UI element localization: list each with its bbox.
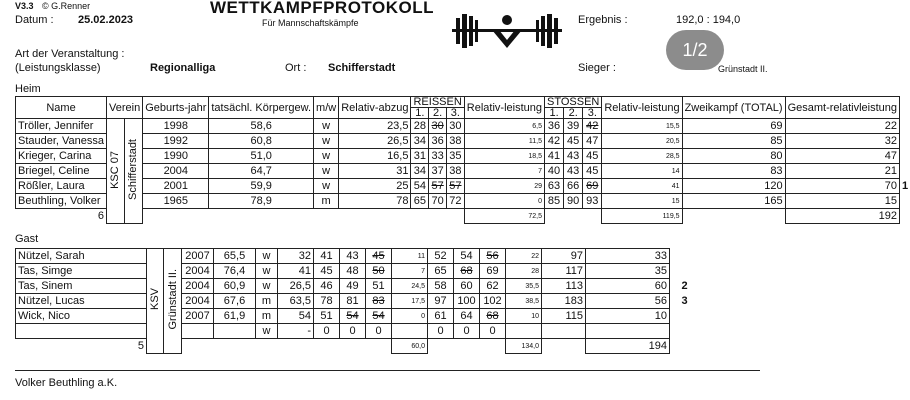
- gesamt-relativ: 10: [586, 309, 670, 324]
- rank-spacer: [670, 339, 700, 354]
- verein-name: KSC 07: [109, 150, 122, 189]
- empty-cell: [429, 209, 447, 224]
- reissen-3: 38: [447, 164, 465, 179]
- stossen-2: 68: [454, 264, 480, 279]
- zweikampf-total: 85: [682, 134, 785, 149]
- relativabzug: 26,5: [278, 279, 314, 294]
- gesamt-relativ: 56: [586, 294, 670, 309]
- koerpergewicht: 78,9: [209, 194, 314, 209]
- koerpergewicht: 59,9: [209, 179, 314, 194]
- mw: m: [314, 194, 339, 209]
- empty-cell: [339, 209, 411, 224]
- stossen-1: 63: [544, 179, 563, 194]
- sum-gesamt: 194: [586, 339, 670, 354]
- athlete-count: 6: [16, 209, 107, 224]
- athlete-name: Tas, Sinem: [16, 279, 147, 294]
- stossen-2: 45: [564, 134, 583, 149]
- sieger-label: Sieger :: [578, 62, 616, 74]
- stossen-2: 60: [454, 279, 480, 294]
- gesamt-relativ: 70: [785, 179, 899, 194]
- reissen-1: 34: [411, 164, 429, 179]
- table-row: [16, 164, 910, 179]
- stossen-1: 41: [544, 149, 563, 164]
- stossen-relativ: 38,5: [506, 294, 542, 309]
- relativabzug: 26,5: [339, 134, 411, 149]
- stossen-3: 0: [480, 324, 506, 339]
- relativabzug: -: [278, 324, 314, 339]
- col-zweikampf: Zweikampf (TOTAL): [682, 97, 785, 119]
- rank: 3: [681, 295, 688, 307]
- reissen-1: 31: [411, 149, 429, 164]
- mw: w: [314, 119, 339, 134]
- col-attempt-3: 3.: [583, 108, 602, 119]
- reissen-2: 48: [340, 264, 366, 279]
- table-row: [16, 119, 910, 134]
- reissen-relativ: 7: [392, 264, 428, 279]
- reissen-relativ: 7: [464, 164, 544, 179]
- empty-cell: [544, 209, 563, 224]
- header-row: [16, 97, 910, 108]
- mw: m: [256, 294, 278, 309]
- relativabzug: 16,5: [339, 149, 411, 164]
- stossen-3: 69: [583, 179, 602, 194]
- relativabzug: 32: [278, 249, 314, 264]
- reissen-1: 0: [314, 324, 340, 339]
- stossen-3: 93: [583, 194, 602, 209]
- reissen-3: 30: [447, 119, 465, 134]
- empty-cell: [542, 339, 586, 354]
- col-verein: Verein: [107, 97, 143, 119]
- ort-label: Ort :: [285, 62, 307, 74]
- stossen-1: 36: [544, 119, 563, 134]
- table-row: [16, 179, 910, 194]
- relativabzug: 78: [339, 194, 411, 209]
- relativabzug: 54: [278, 309, 314, 324]
- reissen-1: 51: [314, 309, 340, 324]
- koerpergewicht: 76,4: [214, 264, 256, 279]
- rank: [900, 164, 910, 179]
- relativabzug: 31: [339, 164, 411, 179]
- mw: w: [314, 179, 339, 194]
- col-koerpergewicht: tatsächl. Körpergew.: [209, 97, 314, 119]
- zweikampf-total: 183: [542, 294, 586, 309]
- athlete-name: [16, 324, 147, 339]
- zweikampf-total: 120: [682, 179, 785, 194]
- weightlifter-logo-icon: [452, 8, 562, 52]
- reissen-3: 45: [366, 249, 392, 264]
- koerpergewicht: 67,6: [214, 294, 256, 309]
- rank: [900, 149, 910, 164]
- reissen-1: 41: [314, 249, 340, 264]
- koerpergewicht: 58,6: [209, 119, 314, 134]
- geburtsjahr: 2001: [143, 179, 209, 194]
- ergebnis-label: Ergebnis :: [578, 14, 628, 26]
- empty-cell: [564, 209, 583, 224]
- reissen-relativ: 0: [464, 194, 544, 209]
- rank: [670, 264, 700, 279]
- koerpergewicht: 60,8: [209, 134, 314, 149]
- col-attempt-2: 2.: [564, 108, 583, 119]
- stossen-relativ: 15,5: [602, 119, 682, 134]
- verein-city: Grünstadt II.: [166, 269, 179, 330]
- table-row: [16, 294, 700, 309]
- empty-cell: [480, 339, 506, 354]
- stossen-1: 42: [544, 134, 563, 149]
- stossen-relativ: 28,5: [602, 149, 682, 164]
- stossen-2: 100: [454, 294, 480, 309]
- geburtsjahr: 2004: [182, 279, 214, 294]
- zweikampf-total: 97: [542, 249, 586, 264]
- col-stossen: STOSSEN: [544, 97, 601, 108]
- col-attempt-3: 3.: [447, 108, 465, 119]
- stossen-relativ: 20,5: [602, 134, 682, 149]
- stossen-relativ: 22: [506, 249, 542, 264]
- rank: 1: [902, 180, 909, 192]
- stossen-1: 52: [428, 249, 454, 264]
- reissen-2: 30: [429, 119, 447, 134]
- reissen-1: 54: [411, 179, 429, 194]
- athlete-name: Briegel, Celine: [16, 164, 107, 179]
- athlete-name: Beuthling, Volker: [16, 194, 107, 209]
- gesamt-relativ: 22: [785, 119, 899, 134]
- empty-cell: [278, 339, 314, 354]
- gesamt-relativ: 15: [785, 194, 899, 209]
- geburtsjahr: 2007: [182, 309, 214, 324]
- stossen-2: 90: [564, 194, 583, 209]
- reissen-2: 54: [340, 309, 366, 324]
- rank: [900, 194, 910, 209]
- mw: w: [314, 164, 339, 179]
- datum-value: 25.02.2023: [78, 14, 134, 26]
- geburtsjahr: 2004: [182, 264, 214, 279]
- sum-row: [16, 209, 910, 224]
- mw: w: [314, 134, 339, 149]
- stossen-3: 47: [583, 134, 602, 149]
- reissen-relativ: 11,5: [464, 134, 544, 149]
- col-attempt-1: 1.: [544, 108, 563, 119]
- reissen-1: 65: [411, 194, 429, 209]
- zweikampf-total: 113: [542, 279, 586, 294]
- geburtsjahr: [182, 324, 214, 339]
- stossen-2: 0: [454, 324, 480, 339]
- table-row: [16, 194, 910, 209]
- sum-stossen-relativ: 134,0: [506, 339, 542, 354]
- rank: [900, 134, 910, 149]
- gast-label: Gast: [15, 233, 39, 245]
- koerpergewicht: 65,5: [214, 249, 256, 264]
- relativabzug: 25: [339, 179, 411, 194]
- heim-table: [15, 96, 910, 224]
- koerpergewicht: 64,7: [209, 164, 314, 179]
- stossen-3: 45: [583, 149, 602, 164]
- stossen-relativ: 41: [602, 179, 682, 194]
- gesamt-relativ: 33: [586, 249, 670, 264]
- sum-stossen-relativ: 119,5: [602, 209, 682, 224]
- version-label: V3.3: [15, 1, 34, 11]
- col-mw: m/w: [314, 97, 339, 119]
- athlete-name: Rößler, Laura: [16, 179, 107, 194]
- reissen-relativ: 24,5: [392, 279, 428, 294]
- empty-cell: [182, 339, 214, 354]
- reissen-3: 38: [447, 134, 465, 149]
- mw: w: [256, 264, 278, 279]
- art-value: Regionalliga: [150, 62, 216, 74]
- col-geburtsjahr: Geburts-jahr: [143, 97, 209, 119]
- table-row: [16, 249, 700, 264]
- stossen-3: 68: [480, 309, 506, 324]
- page-subtitle: Für Mannschaftskämpfe: [262, 18, 359, 28]
- zweikampf-total: [542, 324, 586, 339]
- sum-row: [16, 339, 700, 354]
- table-row: [16, 279, 700, 294]
- page-title: WETTKAMPFPROTOKOLL: [210, 0, 434, 17]
- relativabzug: 23,5: [339, 119, 411, 134]
- mw: m: [256, 309, 278, 324]
- reissen-2: 0: [340, 324, 366, 339]
- reissen-2: 70: [429, 194, 447, 209]
- table-row: [16, 264, 700, 279]
- athlete-name: Tröller, Jennifer: [16, 119, 107, 134]
- athlete-name: Tas, Simge: [16, 264, 147, 279]
- stossen-relativ: 10: [506, 309, 542, 324]
- rank: [670, 324, 700, 339]
- col-attempt-2: 2.: [429, 108, 447, 119]
- col-reissen: REISSEN: [411, 97, 464, 108]
- sum-reissen-relativ: 60,0: [392, 339, 428, 354]
- mw: w: [256, 279, 278, 294]
- reissen-1: 28: [411, 119, 429, 134]
- table-row: [16, 324, 700, 339]
- stossen-3: 45: [583, 164, 602, 179]
- stossen-1: 85: [544, 194, 563, 209]
- gesamt-relativ: [586, 324, 670, 339]
- reissen-3: 83: [366, 294, 392, 309]
- stossen-2: 66: [564, 179, 583, 194]
- stossen-1: 0: [428, 324, 454, 339]
- zweikampf-total: 69: [682, 119, 785, 134]
- empty-cell: [314, 339, 340, 354]
- athlete-name: Stauder, Vanessa: [16, 134, 107, 149]
- verein-cell-1: [147, 249, 164, 354]
- reissen-1: 46: [314, 279, 340, 294]
- gesamt-relativ: 21: [785, 164, 899, 179]
- reissen-3: 35: [447, 149, 465, 164]
- col-name: Name: [16, 97, 107, 119]
- verein-city: Schifferstadt: [127, 139, 140, 200]
- relativabzug: 41: [278, 264, 314, 279]
- mw: w: [314, 149, 339, 164]
- empty-cell: [143, 209, 209, 224]
- gesamt-relativ: 35: [586, 264, 670, 279]
- stossen-1: 40: [544, 164, 563, 179]
- stossen-relativ: 35,5: [506, 279, 542, 294]
- athlete-name: Krieger, Carina: [16, 149, 107, 164]
- rank: [900, 119, 910, 134]
- leistungsklasse-label: (Leistungsklasse): [15, 62, 101, 74]
- reissen-relativ: [392, 324, 428, 339]
- geburtsjahr: 2004: [182, 294, 214, 309]
- col-relativabzug: Relativ-abzug: [339, 97, 411, 119]
- empty-cell: [583, 209, 602, 224]
- stossen-1: 61: [428, 309, 454, 324]
- koerpergewicht: 51,0: [209, 149, 314, 164]
- mw: w: [256, 324, 278, 339]
- copyright-label: © G.Renner: [42, 1, 91, 11]
- athlete-name: Nützel, Lucas: [16, 294, 147, 309]
- sum-reissen-relativ: 72,5: [464, 209, 544, 224]
- reissen-1: 34: [411, 134, 429, 149]
- reissen-3: 50: [366, 264, 392, 279]
- stossen-3: 62: [480, 279, 506, 294]
- col-stossen-relativ: Relativ-leistung: [602, 97, 682, 119]
- verein-name: KSV: [149, 288, 161, 311]
- col-gesamt: Gesamt-relativleistung: [785, 97, 899, 119]
- empty-cell: [428, 339, 454, 354]
- reissen-3: 72: [447, 194, 465, 209]
- stossen-1: 58: [428, 279, 454, 294]
- reissen-1: 45: [314, 264, 340, 279]
- reissen-2: 33: [429, 149, 447, 164]
- zweikampf-total: 165: [682, 194, 785, 209]
- reissen-3: 57: [447, 179, 465, 194]
- stossen-1: 65: [428, 264, 454, 279]
- relativabzug: 63,5: [278, 294, 314, 309]
- ort-value: Schifferstadt: [328, 62, 396, 74]
- rank: 2: [681, 280, 688, 292]
- rank: [670, 249, 700, 264]
- empty-cell: [314, 209, 339, 224]
- table-row: [16, 134, 910, 149]
- reissen-relativ: 18,5: [464, 149, 544, 164]
- stossen-relativ: 15: [602, 194, 682, 209]
- reissen-relativ: 6,5: [464, 119, 544, 134]
- athlete-count: 5: [16, 339, 147, 354]
- stossen-3: 42: [583, 119, 602, 134]
- datum-label: Datum :: [15, 14, 54, 26]
- reissen-2: 36: [429, 134, 447, 149]
- gesamt-relativ: 60: [586, 279, 670, 294]
- stossen-2: 64: [454, 309, 480, 324]
- empty-cell: [209, 209, 314, 224]
- stossen-1: 97: [428, 294, 454, 309]
- empty-cell: [366, 339, 392, 354]
- koerpergewicht: 61,9: [214, 309, 256, 324]
- reissen-2: 43: [340, 249, 366, 264]
- col-reissen-relativ: Relativ-leistung: [464, 97, 544, 119]
- geburtsjahr: 1965: [143, 194, 209, 209]
- art-label: Art der Veranstaltung :: [15, 48, 125, 60]
- geburtsjahr: 2007: [182, 249, 214, 264]
- footer-divider: [15, 370, 760, 371]
- page-indicator-badge[interactable]: 1/2: [666, 30, 724, 70]
- reissen-2: 57: [429, 179, 447, 194]
- zweikampf-total: 83: [682, 164, 785, 179]
- reissen-3: 51: [366, 279, 392, 294]
- reissen-2: 37: [429, 164, 447, 179]
- heim-label: Heim: [15, 83, 41, 95]
- table-row: [16, 149, 910, 164]
- athlete-name: Nützel, Sarah: [16, 249, 147, 264]
- verein-cell-2: [124, 119, 143, 224]
- gesamt-relativ: 32: [785, 134, 899, 149]
- sum-gesamt: 192: [785, 209, 899, 224]
- mw: w: [256, 249, 278, 264]
- reissen-relativ: 0: [392, 309, 428, 324]
- sieger-value: Grünstadt II.: [718, 64, 768, 74]
- athlete-name: Wick, Nico: [16, 309, 147, 324]
- stossen-relativ: [506, 324, 542, 339]
- reissen-2: 81: [340, 294, 366, 309]
- empty-cell: [447, 209, 465, 224]
- reissen-2: 49: [340, 279, 366, 294]
- empty-cell: [454, 339, 480, 354]
- geburtsjahr: 1990: [143, 149, 209, 164]
- geburtsjahr: 2004: [143, 164, 209, 179]
- empty-cell: [256, 339, 278, 354]
- stossen-3: 56: [480, 249, 506, 264]
- rank-spacer: [900, 209, 910, 224]
- stossen-relativ: 14: [602, 164, 682, 179]
- table-row: [16, 309, 700, 324]
- gast-table: [15, 248, 700, 354]
- reissen-1: 78: [314, 294, 340, 309]
- reissen-3: 54: [366, 309, 392, 324]
- reissen-3: 0: [366, 324, 392, 339]
- empty-cell: [340, 339, 366, 354]
- reissen-relativ: 17,5: [392, 294, 428, 309]
- rank: [670, 309, 700, 324]
- ergebnis-value: 192,0 : 194,0: [676, 14, 741, 26]
- rank-spacer: [900, 97, 910, 119]
- stossen-2: 39: [564, 119, 583, 134]
- col-attempt-1: 1.: [411, 108, 429, 119]
- empty-cell: [214, 339, 256, 354]
- stossen-2: 54: [454, 249, 480, 264]
- stossen-relativ: 28: [506, 264, 542, 279]
- empty-cell: [682, 209, 785, 224]
- zweikampf-total: 117: [542, 264, 586, 279]
- koerpergewicht: [214, 324, 256, 339]
- stossen-2: 43: [564, 149, 583, 164]
- verein-cell-2: [164, 249, 182, 354]
- koerpergewicht: 60,9: [214, 279, 256, 294]
- geburtsjahr: 1998: [143, 119, 209, 134]
- empty-cell: [411, 209, 429, 224]
- geburtsjahr: 1992: [143, 134, 209, 149]
- stossen-3: 69: [480, 264, 506, 279]
- stossen-2: 43: [564, 164, 583, 179]
- verein-cell-1: [107, 119, 125, 224]
- zweikampf-total: 80: [682, 149, 785, 164]
- signature: Volker Beuthling a.K.: [15, 377, 118, 389]
- gesamt-relativ: 47: [785, 149, 899, 164]
- zweikampf-total: 115: [542, 309, 586, 324]
- reissen-relativ: 29: [464, 179, 544, 194]
- stossen-3: 102: [480, 294, 506, 309]
- reissen-relativ: 11: [392, 249, 428, 264]
